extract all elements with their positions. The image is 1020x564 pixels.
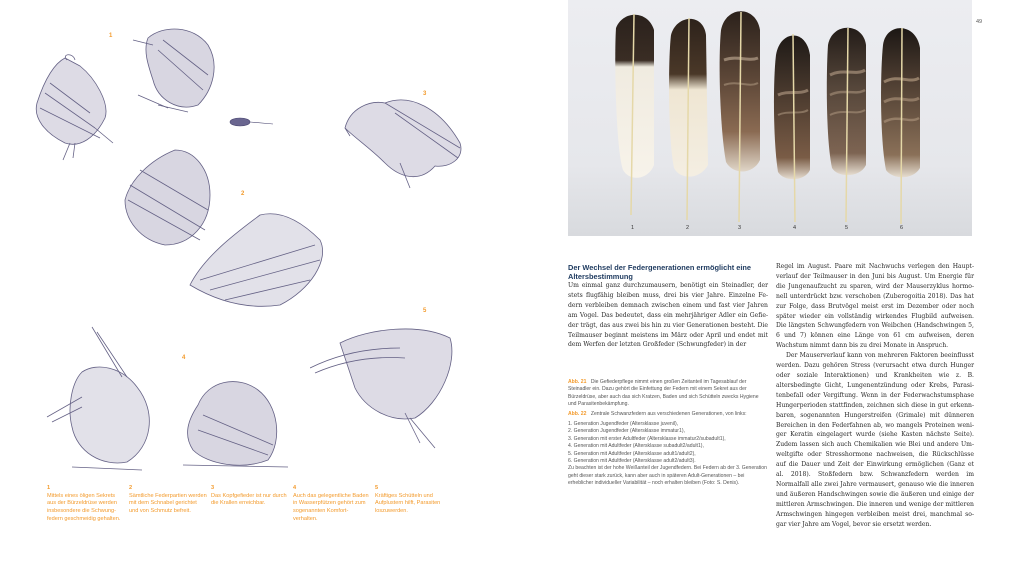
feather-label-6: 6 xyxy=(900,225,904,231)
figure-number-2: 2 xyxy=(241,191,245,197)
caption-abb22: Abb. 22 Zentrale Schwanzfedern aus verschiedenen Generationen, von links: xyxy=(568,411,747,418)
feather-label-2: 2 xyxy=(686,225,690,231)
abb22-label: Abb. 22 xyxy=(568,411,587,418)
figure-number-4: 4 xyxy=(182,355,186,361)
feathers-photo xyxy=(568,0,972,236)
eagle-sketch-4a xyxy=(42,322,167,477)
feather-3 xyxy=(720,11,760,222)
list-item: 2. Generation Jugendfeder (Altersklasse immatur1), xyxy=(568,428,685,435)
feather-label-4: 4 xyxy=(793,225,797,231)
list-item: 4. Generation mit Adultfeder (Altersklasse subadult2/adult1), xyxy=(568,443,704,450)
abb21-label: Abb. 21 xyxy=(568,379,587,385)
section-heading: Der Wechsel der Federgenerationen ermöglicht eine Altersbestimmung xyxy=(568,263,752,281)
feather-4 xyxy=(774,34,810,222)
figure-number-5: 5 xyxy=(423,308,427,314)
page-number: 49 xyxy=(976,19,983,25)
feather-label-5: 5 xyxy=(845,225,849,231)
feather-1 xyxy=(615,14,654,215)
eagle-sketch-2b xyxy=(185,200,330,315)
feather-2 xyxy=(669,18,708,220)
body-paragraph-2: Regel im August. Paare mit Nachwuchs verlegen den Hauptverlauf der Teilmauser in den Juni bis August. Um Energie für die Jungenaufzucht zu sparen, wird der Mauserzyklus hormonell unterdrückt bzw. verschoben (Zuberogoitia 2018). Das hat zur Folge, dass Brutvögel meist erst im Dezember oder noch später wieder ein vollständig wirkendes Flugbild aufweisen. Die längsten Schwungfedern von Weibchen (Handschwingen 5, 6 und 7) können eine Länge von 61 cm aufweisen, deren Wachstum nimmt dann bis zu drei Monate in Anspruch. xyxy=(776,263,974,350)
caption-abb22-outro: Zu beachten ist der hohe Weißanteil der Jugendfedern. Bei Federn ab der 3. Generation geht dieser stark zurück, kann aber auch in späteren Adult-Generationen – bei erheblicher individueller Variabilität – noch erhalten bleiben (Foto: S. Denis). xyxy=(568,465,767,487)
body-paragraph-1: Um einmal ganz durchzumausern, benötigt ein Steinadler, der stets flugfähig bleiben muss, drei bis vier Jahre. Einzelne Federn verbleiben demnach zwischen einem und fast vier Jahren am Vogel. Das bedeutet, dass ein mehrjähriger Adler ein Gefieder trägt, das aus zwei bis hin zu vier Generationen besteht. Die Teilmauser beginnt meistens im März oder April und endet mit dem Werfen der letzten Großfeder (Schwungfeder) in der xyxy=(568,282,768,349)
caption-5: 5 Kräftiges Schütteln und Aufplustern hilft, Parasiten loszuwerden. xyxy=(375,485,441,515)
feather-label-1: 1 xyxy=(631,225,635,231)
caption-2: 2 Sämtliche Federpartien werden mit dem Schnabel gerichtet und von Schmutz befreit. xyxy=(129,485,207,515)
generation-list xyxy=(568,421,768,465)
feather-6 xyxy=(881,28,920,224)
eagle-sketch-1a xyxy=(25,48,115,163)
caption-abb21: Abb. 21 Die Gefiederpflege nimmt einen großen Zeitanteil im Tagesablauf der Steinadler ein. Dazu gehört die Einfettung der Federn mit einem Sekret aus der Bürzeldrüse, aber auch das sich Kratzen, Baden und sich Schütteln zwecks Hygiene und Parasitenbekämpfung. xyxy=(568,379,759,408)
figure-captions xyxy=(568,379,768,490)
caption-4: 4 Auch das gelegentliche Baden in Wasserpfützen gehört zum sogenannten Komfortverhalten. xyxy=(293,485,369,522)
feather-5 xyxy=(827,28,866,222)
figure-number-1: 1 xyxy=(109,33,113,39)
text-column-left xyxy=(568,263,768,350)
list-item: 6. Generation mit Adultfeder (Altersklasse adult2/adult3). xyxy=(568,458,696,465)
eagle-sketch-3 xyxy=(340,88,470,193)
list-item: 1. Generation Jugendfeder (Altersklasse juvenil), xyxy=(568,421,679,428)
caption-1: 1 Mittels eines öligen Sekrets aus der Bürzeldrüse werden insbesondere die Schwungfedern geschmeidig gehalten. xyxy=(47,485,121,522)
eagle-sketch-5 xyxy=(310,318,460,453)
body-paragraph-3: Der Mauserverlauf kann von mehreren Faktoren beeinflusst werden. Dazu gehören Stress (verursacht etwa durch Hunger oder soziale Interaktionen) und Krankheiten wie z. B. altersbedingte Gicht, Lungenentzündung oder Krebs, Parasitenbefall oder Vergiftung. Wenn in der Federwachstumsphase Hungerperioden stattfinden, zeichnen sich diese in gut erkennbaren, sogenannten Hungerstreifen (Grimale) mit dünneren Bereichen in den Federfahnen ab, wo mangels Proteinen weniger Keratin eingelagert wurde (siehe Kasten nächste Seite). Zudem lassen sich auch Chemikalien wie Blei und andere Umweltgifte oder Stresshormone nachweisen, die Rückschlüsse auf die Dauer und Zeit der Einwirkung ermöglichen (Ganz et al. 2018). Stoßfedern bzw. Schwanzfedern werden im Normalfall alle zwei Jahre vermausert, genauso wie die inneren und äußeren Handschwingen sowie die äußeren und einige der mittleren Armschwingen. Die inneren und wenige der mittleren Armschwingen hingegen verbleiben meist drei, manchmal sogar vier Jahre am Vogel, bevor sie ersetzt werden. xyxy=(776,352,974,528)
sketch-captions xyxy=(47,485,457,524)
list-item: 5. Generation mit Adultfeder (Altersklasse adult1/adult2), xyxy=(568,450,696,457)
text-column-right xyxy=(776,262,974,529)
list-item: 3. Generation mit erster Adultfeder (Altersklasse immatur2/subadult1), xyxy=(568,435,726,442)
figure-number-3: 3 xyxy=(423,91,427,97)
feather-tuft-sketch xyxy=(225,112,275,132)
caption-3: 3 Das Kopfgefieder ist nur durch die Krallen erreichbar. xyxy=(211,485,287,507)
eagle-sketch-1b xyxy=(128,20,223,120)
feather-label-3: 3 xyxy=(738,225,742,231)
eagle-sketch-4b xyxy=(178,365,293,475)
